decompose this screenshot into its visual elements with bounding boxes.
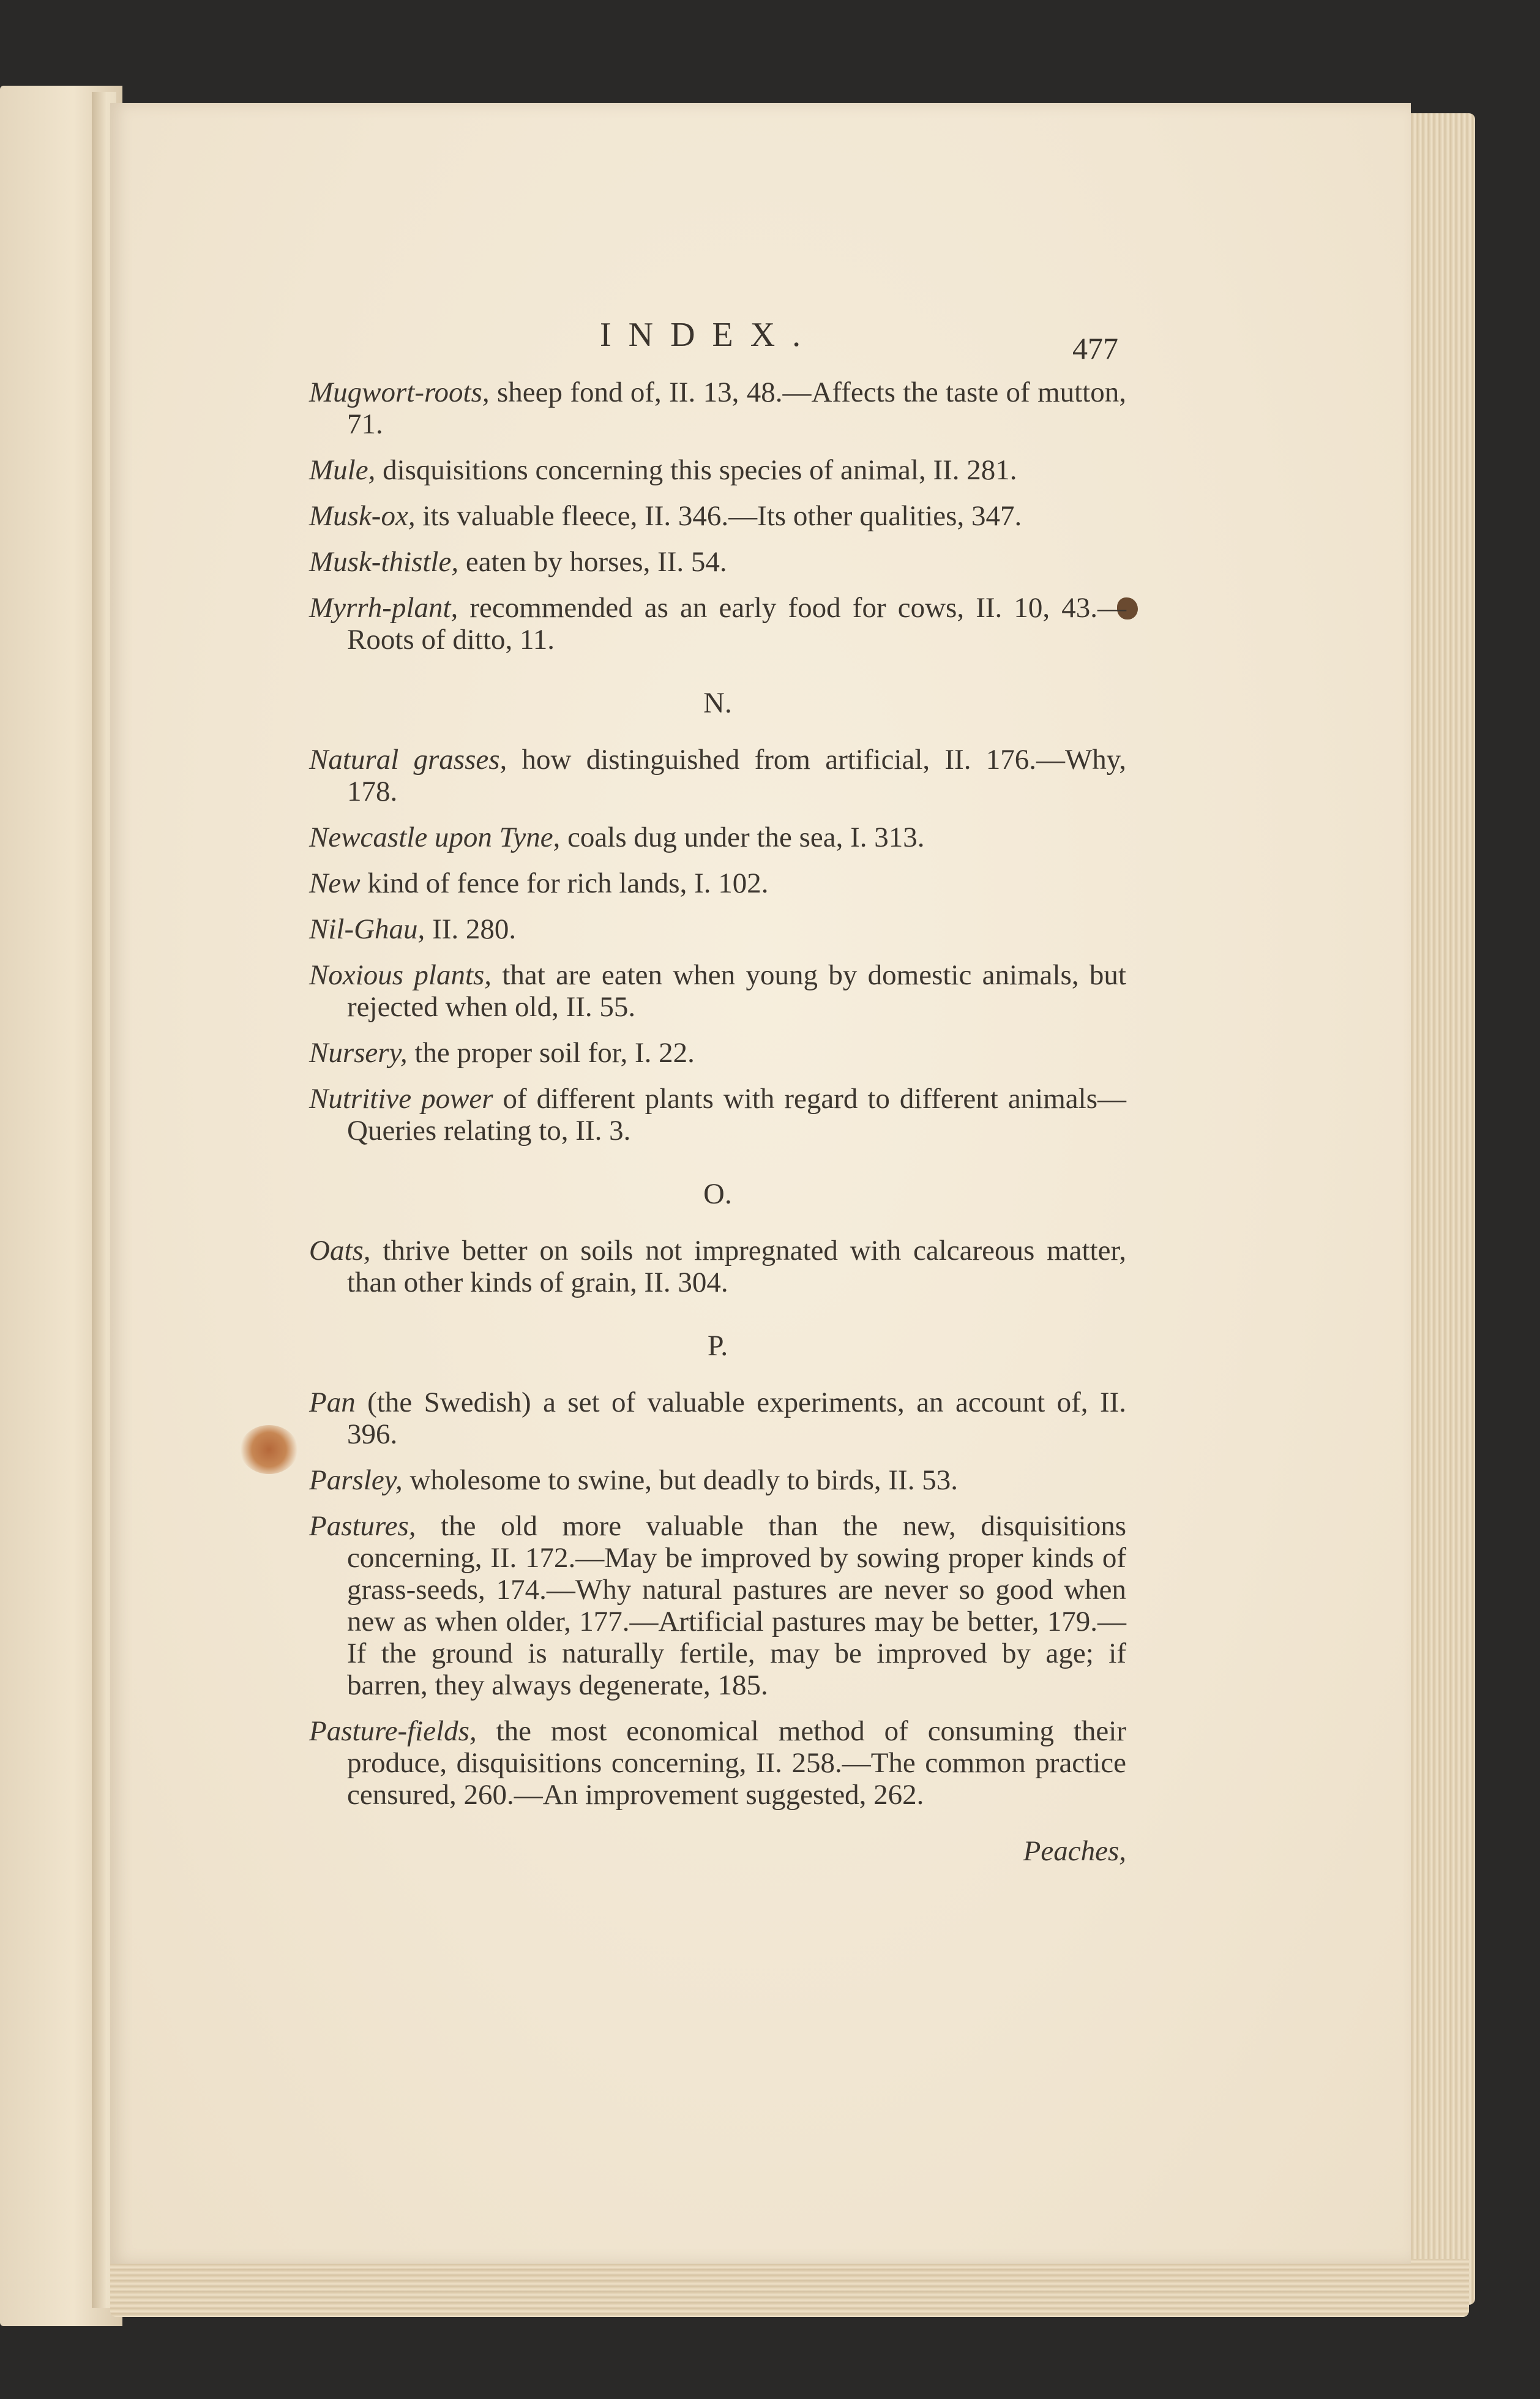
entry-text: sheep fond of, II. 13, 48.—Affects the taste of mutton, 71. — [347, 376, 1126, 440]
index-entry — [309, 1037, 1126, 1069]
entry-term: Mule, — [309, 454, 376, 486]
entry-term: Pan — [309, 1387, 356, 1418]
entry-term: Noxious plants, — [309, 959, 492, 991]
index-entry — [309, 959, 1126, 1023]
page-number: 477 — [1072, 331, 1118, 365]
entry-text: (the Swedish) a set of valuable experiments, an account of, II. 396. — [347, 1387, 1126, 1450]
index-entry — [309, 500, 1126, 532]
entry-text: the proper soil for, I. 22. — [407, 1037, 695, 1069]
index-entry — [309, 454, 1126, 486]
catchword: Peaches, — [1023, 1835, 1126, 1867]
index-entry — [309, 1235, 1126, 1298]
index-entry — [309, 1387, 1126, 1450]
entry-term: Parsley, — [309, 1464, 403, 1496]
entry-term: Oats, — [309, 1235, 371, 1267]
entry-text: II. 280. — [425, 913, 517, 945]
entry-term: Natural grasses, — [309, 744, 507, 776]
entry-text: disquisitions concerning this species of animal, II. 281. — [375, 454, 1017, 486]
entry-text: thrive better on soils not impregnated with calcareous matter, than other kinds of grain, II. 304. — [347, 1235, 1126, 1298]
index-entry — [309, 592, 1126, 656]
entry-term: Musk-ox, — [309, 500, 416, 532]
entry-text: the most economical method of consuming their produce, disquisitions concerning, II. 258.—The common practice censured, 260.—An improvement suggested, 262. — [347, 1715, 1126, 1811]
index-entry — [309, 1715, 1126, 1811]
entry-term: Nutritive power — [309, 1083, 493, 1115]
entry-text: wholesome to swine, but deadly to birds, II. 53. — [402, 1464, 958, 1496]
index-entry — [309, 1464, 1126, 1496]
page-edges-bottom — [110, 2259, 1469, 2317]
section-heading-o: O. — [703, 1178, 732, 1210]
page-title: INDEX. — [600, 316, 818, 354]
foxing-stain — [240, 1425, 298, 1474]
entry-term: Pastures, — [309, 1510, 416, 1542]
index-entry — [309, 1083, 1126, 1147]
entry-text: its valuable fleece, II. 346.—Its other qualities, 347. — [415, 500, 1022, 532]
entry-text: recommended as an early food for cows, II. 10, 43.—Roots of ditto, 11. — [347, 592, 1126, 656]
entry-term: Nursery, — [309, 1037, 408, 1069]
entry-text: the old more valuable than the new, disquisitions concerning, II. 172.—May be improved by sowing proper kinds of grass-seeds, 174.—Why natural pastures are never so good when new as when older, 177.—Artificial pastures may be better, 179.—If the ground is naturally fertile, may be improved by age; if barren, they always degenerate, 185. — [347, 1510, 1126, 1701]
section-heading-n: N. — [703, 687, 732, 719]
entry-term: Pasture-fields, — [309, 1715, 477, 1747]
index-entry — [309, 744, 1126, 807]
entry-term: Newcastle upon Tyne, — [309, 821, 561, 853]
section-heading-p: P. — [707, 1330, 728, 1362]
entry-text: eaten by horses, II. 54. — [458, 546, 727, 578]
entry-term: Nil-Ghau, — [309, 913, 425, 945]
entry-term: Myrrh-plant, — [309, 592, 458, 624]
entry-text: how distinguished from artificial, II. 176.—Why, 178. — [347, 744, 1127, 807]
entry-text: of different plants with regard to different animals—Queries relating to, II. 3. — [347, 1083, 1127, 1147]
index-entry — [309, 376, 1126, 440]
entry-term: New — [309, 867, 361, 899]
index-entry — [309, 1510, 1126, 1701]
entry-text: coals dug under the sea, I. 313. — [560, 821, 925, 853]
entry-term: Mugwort-roots, — [309, 376, 490, 408]
index-content — [309, 376, 1126, 1867]
index-entry — [309, 913, 1126, 945]
index-entry — [309, 546, 1126, 578]
index-entry — [309, 821, 1126, 853]
entry-text: kind of fence for rich lands, I. 102. — [360, 867, 769, 899]
entry-text: that are eaten when young by domestic animals, but rejected when old, II. 55. — [347, 959, 1126, 1023]
entry-term: Musk-thistle, — [309, 546, 459, 578]
index-entry — [309, 867, 1126, 899]
